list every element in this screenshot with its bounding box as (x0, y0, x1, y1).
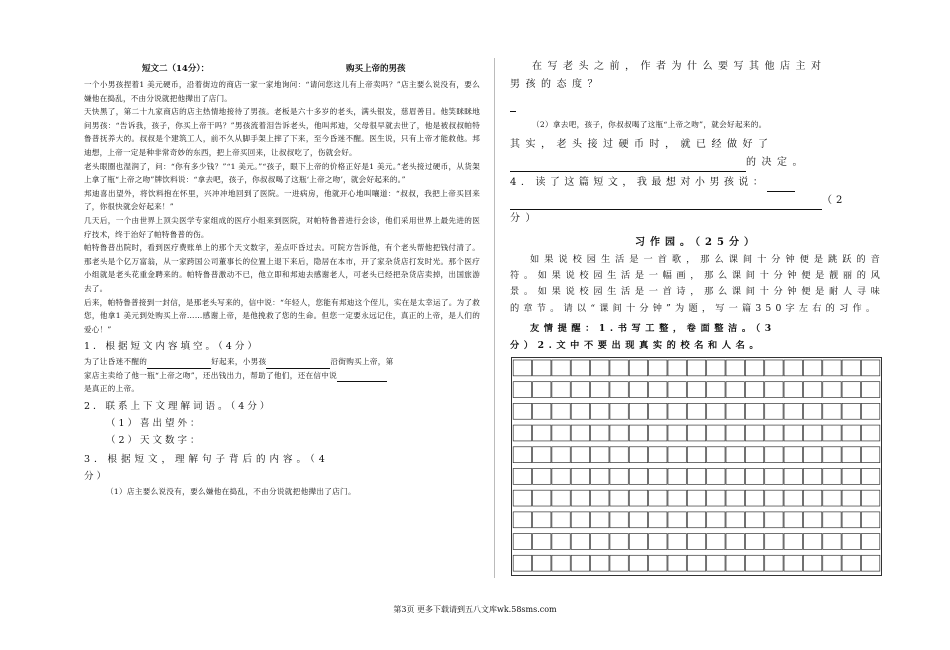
grid-cell[interactable] (726, 447, 744, 463)
q2-a-label: （1）喜出望外： (106, 418, 203, 430)
q1-blank-3[interactable] (337, 371, 387, 382)
q3-sub1-prompt-line2: 男孩的态度？ (510, 79, 603, 90)
composition-prompt: 如果说校园生活是一首歌，那么课间十分钟便是跳跃的音符。如果说校园生活是一幅画，那么课间十分钟便是靓丽的风景。如果说校园生活是一首诗，那么课间十分钟便是耐人寻味的章节。请以“课间十分钟”为题，写一篇350字左右的习作。 (510, 253, 884, 314)
grid-cell[interactable] (649, 490, 667, 506)
grid-cell[interactable] (803, 425, 821, 441)
composition-title: 习作园。（25分） (635, 236, 759, 248)
grid-cell[interactable] (552, 490, 570, 506)
q3-sub2-prompt: 其实，老头接过硬币时，就已经做好了 (510, 138, 774, 150)
grid-cell[interactable] (552, 512, 570, 528)
paragraph-4: 邦迪喜出望外，将饮料抱在怀里，兴冲冲地回到了医院。一进病房，他就开心地叫嚷道：“叔叔，我把上帝买回来了，你很快就会好起来！” (84, 188, 480, 212)
grid-cell[interactable] (765, 403, 783, 419)
grid-cell[interactable] (668, 555, 686, 571)
q3-sub2: （2）拿去吧，孩子，你叔叔喝了这瓶“上帝之吻”，就会好起来的。 (532, 120, 767, 129)
q3-sub1-prompt-line1: 在写老头之前，作者为什么要写其他店主对 (532, 61, 827, 72)
grid-cell[interactable] (803, 555, 821, 571)
grid-cell[interactable] (668, 468, 686, 484)
grid-cell[interactable] (726, 382, 744, 398)
grid-cell[interactable] (687, 360, 705, 376)
grid-cell[interactable] (513, 382, 531, 398)
paragraph-2: 天快黑了，第二十九家商店的店主热情地接待了男孩。老板是六十多岁的老头，满头银发，慈眉善目。他笑眯眯地问男孩：“告诉我，孩子，你买上帝干吗？”男孩流着泪告诉老头，他叫邦迪，父母很早就去世了，他是被叔叔帕特鲁普抚养大的。叔叔是个建筑工人，前不久从脚手架上摔了下来，至今昏迷不醒。医生说，只有上帝才能救他。邦迪想，上帝一定是种非常奇妙的东西，把上帝买回来，让叔叔吃了，伤就会好。 (84, 107, 480, 157)
paragraph-7: 后来，帕特鲁普接到一封信，是那老头写来的，信中说：“年轻人，您能有邦迪这个侄儿，实在是太幸运了。为了救您，他拿1 美元到处购买上帝……感谢上帝，是他挽救了您的生命。但您一定要永远记住，真正的上帝，是人们的爱心！” (84, 297, 480, 334)
q3-sub2-tail: 的决定。 (746, 156, 808, 168)
grid-cell[interactable] (610, 360, 628, 376)
grid-cell[interactable] (861, 468, 879, 484)
grid-cell[interactable] (745, 512, 763, 528)
grid-cell[interactable] (861, 403, 879, 419)
grid-cell[interactable] (707, 468, 725, 484)
grid-cell[interactable] (842, 447, 860, 463)
grid-cell[interactable] (861, 490, 879, 506)
grid-cell[interactable] (861, 382, 879, 398)
grid-cell[interactable] (610, 447, 628, 463)
paragraph-3: 老头眼圈也湿润了，问：“你有多少钱？”“1 美元。”“孩子，眼下上帝的价格正好是1 美元。”老头接过硬币，从货架上拿了瓶“上帝之吻”牌饮料说：“拿去吧，孩子，你叔叔喝了这瓶‘上帝之吻’，就会好起来的。” (84, 161, 480, 185)
grid-cell[interactable] (591, 360, 609, 376)
grid-cell[interactable] (803, 490, 821, 506)
question-1-fill (84, 355, 480, 396)
grid-cell[interactable] (842, 490, 860, 506)
grid-cell[interactable] (707, 425, 725, 441)
grid-cell[interactable] (629, 382, 647, 398)
grid-cell[interactable] (513, 490, 531, 506)
grid-cell[interactable] (784, 534, 802, 550)
grid-cell[interactable] (571, 512, 589, 528)
grid-cell[interactable] (610, 468, 628, 484)
grid-cell[interactable] (803, 403, 821, 419)
grid-cell[interactable] (803, 382, 821, 398)
grid-cell[interactable] (745, 425, 763, 441)
grid-cell[interactable] (803, 512, 821, 528)
grid-cell[interactable] (571, 360, 589, 376)
grid-cell[interactable] (591, 534, 609, 550)
grid-cell[interactable] (668, 360, 686, 376)
grid-cell[interactable] (861, 447, 879, 463)
grid-cell[interactable] (784, 382, 802, 398)
grid-cell[interactable] (842, 555, 860, 571)
q1-blank-1[interactable] (147, 358, 211, 369)
grid-cell[interactable] (629, 512, 647, 528)
grid-cell[interactable] (629, 534, 647, 550)
grid-cell[interactable] (610, 382, 628, 398)
grid-cell[interactable] (571, 555, 589, 571)
question-3-sub-1: （1）店主要么说没有，要么嫌他在捣乱，不由分说就把他撵出了店门。 (106, 487, 356, 497)
grid-cell[interactable] (726, 490, 744, 506)
grid-cell[interactable] (823, 425, 841, 441)
grid-cell[interactable] (513, 512, 531, 528)
tip-line-1: 友情提醒：1.书写工整，卷面整洁。（3 (530, 323, 776, 335)
grid-cell[interactable] (842, 534, 860, 550)
q3-sub2-blank[interactable] (510, 161, 746, 172)
grid-cell[interactable] (842, 468, 860, 484)
grid-cell[interactable] (649, 512, 667, 528)
grid-cell[interactable] (610, 403, 628, 419)
grid-cell[interactable] (591, 382, 609, 398)
grid-cell[interactable] (649, 425, 667, 441)
grid-cell[interactable] (687, 490, 705, 506)
grid-cell[interactable] (533, 534, 551, 550)
grid-cell[interactable] (610, 555, 628, 571)
grid-cell[interactable] (842, 360, 860, 376)
grid-cell[interactable] (687, 512, 705, 528)
grid-cell[interactable] (649, 360, 667, 376)
grid-cell[interactable] (591, 490, 609, 506)
grid-cell[interactable] (784, 490, 802, 506)
grid-cell[interactable] (649, 382, 667, 398)
grid-cell[interactable] (823, 555, 841, 571)
grid-cell[interactable] (533, 468, 551, 484)
question-4-line2 (510, 192, 884, 210)
column-divider (494, 58, 495, 578)
q1-text-a: 为了让昏迷不醒的 (84, 357, 148, 367)
story-title: 购买上帝的男孩 (346, 64, 406, 74)
question-3-cont: 分） (84, 471, 110, 483)
passage-header (84, 58, 480, 78)
grid-cell[interactable] (591, 447, 609, 463)
grid-cell[interactable] (784, 425, 802, 441)
grid-cell[interactable] (861, 360, 879, 376)
grid-cell[interactable] (842, 403, 860, 419)
grid-cell[interactable] (649, 468, 667, 484)
grid-cell[interactable] (687, 403, 705, 419)
grid-cell[interactable] (533, 490, 551, 506)
grid-cell[interactable] (765, 534, 783, 550)
grid-cell[interactable] (823, 403, 841, 419)
grid-cell[interactable] (784, 468, 802, 484)
grid-cell[interactable] (765, 425, 783, 441)
grid-cell[interactable] (726, 512, 744, 528)
grid-cell[interactable] (823, 468, 841, 484)
grid-cell[interactable] (803, 468, 821, 484)
grid-cell[interactable] (629, 447, 647, 463)
grid-cell[interactable] (823, 382, 841, 398)
grid-cell[interactable] (803, 447, 821, 463)
grid-cell[interactable] (861, 555, 879, 571)
right-column (510, 58, 884, 354)
grid-cell[interactable] (745, 534, 763, 550)
grid-cell[interactable] (687, 425, 705, 441)
grid-cell[interactable] (765, 512, 783, 528)
question-2-a (84, 415, 480, 432)
grid-cell[interactable] (552, 360, 570, 376)
grid-cell[interactable] (552, 447, 570, 463)
grid-cell[interactable] (533, 403, 551, 419)
grid-cell[interactable] (591, 403, 609, 419)
grid-cell[interactable] (513, 360, 531, 376)
grid-cell[interactable] (533, 360, 551, 376)
grid-cell[interactable] (765, 468, 783, 484)
paragraph-1: 一个小男孩捏着1 美元硬币，沿着街边的商店一家一家地询问：“请问您这儿有上帝卖吗？”店主要么说没有，要么嫌他在捣乱，不由分说就把他撵出了店门。 (84, 80, 480, 103)
grid-cell[interactable] (861, 425, 879, 441)
grid-cell[interactable] (668, 403, 686, 419)
grid-cell[interactable] (784, 360, 802, 376)
grid-cell[interactable] (552, 468, 570, 484)
grid-cell[interactable] (513, 447, 531, 463)
grid-cell[interactable] (687, 534, 705, 550)
left-column (84, 58, 480, 499)
grid-cell[interactable] (707, 534, 725, 550)
question-2-b (84, 432, 480, 449)
grid-cell[interactable] (784, 447, 802, 463)
q3-sub1-answer-blank[interactable] (510, 101, 516, 112)
grid-cell[interactable] (610, 512, 628, 528)
grid-cell[interactable] (726, 360, 744, 376)
grid-cell[interactable] (861, 534, 879, 550)
grid-cell[interactable] (513, 555, 531, 571)
grid-cell[interactable] (533, 382, 551, 398)
grid-cell[interactable] (823, 534, 841, 550)
section-label: 短文二（14分）： (142, 64, 210, 74)
grid-cell[interactable] (668, 425, 686, 441)
q4-score-a: （2 (822, 194, 847, 206)
grid-cell[interactable] (649, 447, 667, 463)
grid-cell[interactable] (803, 360, 821, 376)
grid-cell[interactable] (687, 468, 705, 484)
grid-cell[interactable] (707, 512, 725, 528)
grid-cell[interactable] (765, 555, 783, 571)
grid-cell[interactable] (513, 468, 531, 484)
grid-cell[interactable] (668, 447, 686, 463)
tip-line-2: 分）2.文中不要出现真实的校名和人名。 (510, 339, 764, 351)
grid-cell[interactable] (571, 403, 589, 419)
grid-cell[interactable] (649, 403, 667, 419)
grid-cell[interactable] (687, 447, 705, 463)
q4-blank-b[interactable] (510, 199, 822, 210)
grid-cell[interactable] (610, 490, 628, 506)
grid-cell[interactable] (668, 534, 686, 550)
grid-cell[interactable] (591, 555, 609, 571)
paragraph-6: 帕特鲁普出院时，看到医疗费账单上的那个天文数字，差点吓昏过去。可院方告诉他，有个老头帮他把钱付清了。那老头是个亿万富翁，从一家跨国公司董事长的位置上退下来后，隐居在本市，开了家杂货店打发时光。那个医疗小组就是老头花重金聘来的。帕特鲁普激动不已，他立即和邦迪去感谢老人，可老头已经把杂货店卖掉，出国旅游去了。 (84, 243, 480, 293)
grid-cell[interactable] (745, 360, 763, 376)
grid-cell[interactable] (629, 360, 647, 376)
grid-cell[interactable] (707, 403, 725, 419)
grid-cell[interactable] (591, 425, 609, 441)
grid-cell[interactable] (745, 447, 763, 463)
grid-cell[interactable] (571, 468, 589, 484)
grid-cell[interactable] (707, 555, 725, 571)
grid-cell[interactable] (610, 425, 628, 441)
grid-cell[interactable] (668, 490, 686, 506)
grid-cell[interactable] (552, 425, 570, 441)
grid-cell[interactable] (571, 447, 589, 463)
grid-cell[interactable] (571, 425, 589, 441)
grid-cell[interactable] (842, 512, 860, 528)
grid-cell[interactable] (668, 512, 686, 528)
q1-text-e: 是真正的上帝。 (84, 384, 140, 394)
grid-cell[interactable] (861, 512, 879, 528)
page-footer: 第3页 更多下载请到五八文库wk.58sms.com (393, 605, 557, 614)
grid-cell[interactable] (649, 555, 667, 571)
grid-cell[interactable] (745, 403, 763, 419)
grid-cell[interactable] (765, 490, 783, 506)
grid-cell[interactable] (571, 382, 589, 398)
grid-cell[interactable] (533, 425, 551, 441)
q3-sub2-fill (510, 154, 884, 172)
grid-cell[interactable] (707, 447, 725, 463)
q1-text-b: 好起来，小男孩 (211, 357, 267, 367)
grid-cell[interactable] (687, 555, 705, 571)
grid-cell[interactable] (571, 534, 589, 550)
grid-cell[interactable] (668, 382, 686, 398)
grid-cell[interactable] (784, 555, 802, 571)
question-4 (510, 174, 884, 192)
grid-cell[interactable] (745, 468, 763, 484)
grid-cell[interactable] (784, 512, 802, 528)
grid-cell[interactable] (823, 360, 841, 376)
q3-sub1-answer-line (510, 94, 884, 114)
grid-cell[interactable] (610, 534, 628, 550)
grid-cell[interactable] (726, 425, 744, 441)
grid-cell[interactable] (803, 534, 821, 550)
question-3: 3．根据短文，理解句子背后的内容。（4 (84, 454, 329, 466)
grid-cell[interactable] (707, 360, 725, 376)
grid-cell[interactable] (533, 512, 551, 528)
grid-cell[interactable] (552, 382, 570, 398)
grid-cell[interactable] (513, 403, 531, 419)
grid-cell[interactable] (591, 512, 609, 528)
grid-cell[interactable] (513, 425, 531, 441)
question-2: 2．联系上下文理解词语。（4分） (84, 401, 273, 413)
grid-cell[interactable] (726, 534, 744, 550)
grid-cell[interactable] (629, 490, 647, 506)
grid-cell[interactable] (571, 490, 589, 506)
grid-cell[interactable] (765, 360, 783, 376)
q1-text-c: 沿街购买上帝，第 (330, 357, 394, 367)
grid-cell[interactable] (687, 382, 705, 398)
grid-cell[interactable] (784, 403, 802, 419)
grid-cell[interactable] (745, 382, 763, 398)
q4-text: 4．读了这篇短文，我最想对小男孩说： (510, 176, 768, 188)
grid-cell[interactable] (629, 468, 647, 484)
grid-cell[interactable] (629, 403, 647, 419)
grid-cell[interactable] (513, 534, 531, 550)
q4-blank-a[interactable] (767, 181, 795, 192)
grid-cell[interactable] (707, 490, 725, 506)
grid-cell[interactable] (533, 447, 551, 463)
paragraph-5: 几天后，一个由世界上顶尖医学专家组成的医疗小组来到医院，对帕特鲁普进行会诊，他们采用世界上最先进的医疗技术，终于治好了帕特鲁普的伤。 (84, 215, 480, 239)
grid-cell[interactable] (707, 382, 725, 398)
q1-text-d: 家店主卖给了他一瓶“上帝之吻”，还出钱出力，帮助了他们，还在信中说 (84, 370, 338, 380)
grid-cell[interactable] (552, 403, 570, 419)
composition-grid[interactable] (511, 357, 882, 576)
grid-cell[interactable] (765, 447, 783, 463)
grid-cell[interactable] (823, 490, 841, 506)
question-1: 1．根据短文内容填空。（4分） (84, 341, 260, 353)
grid-cell[interactable] (649, 534, 667, 550)
grid-cell[interactable] (745, 555, 763, 571)
grid-cell[interactable] (591, 468, 609, 484)
grid-cell[interactable] (842, 382, 860, 398)
grid-cell[interactable] (629, 555, 647, 571)
grid-cell[interactable] (823, 447, 841, 463)
q2-b-label: （2）天文数字： (106, 435, 203, 447)
grid-cell[interactable] (552, 534, 570, 550)
grid-cell[interactable] (823, 512, 841, 528)
grid-cell[interactable] (533, 555, 551, 571)
grid-cell[interactable] (552, 555, 570, 571)
grid-cell[interactable] (745, 490, 763, 506)
grid-cell[interactable] (765, 382, 783, 398)
question-4-line3: 分） (510, 212, 541, 224)
grid-cell[interactable] (726, 403, 744, 419)
q1-blank-2[interactable] (266, 358, 330, 369)
grid-cell[interactable] (842, 425, 860, 441)
grid-cell[interactable] (726, 468, 744, 484)
grid-cell[interactable] (629, 425, 647, 441)
grid-cell[interactable] (726, 555, 744, 571)
